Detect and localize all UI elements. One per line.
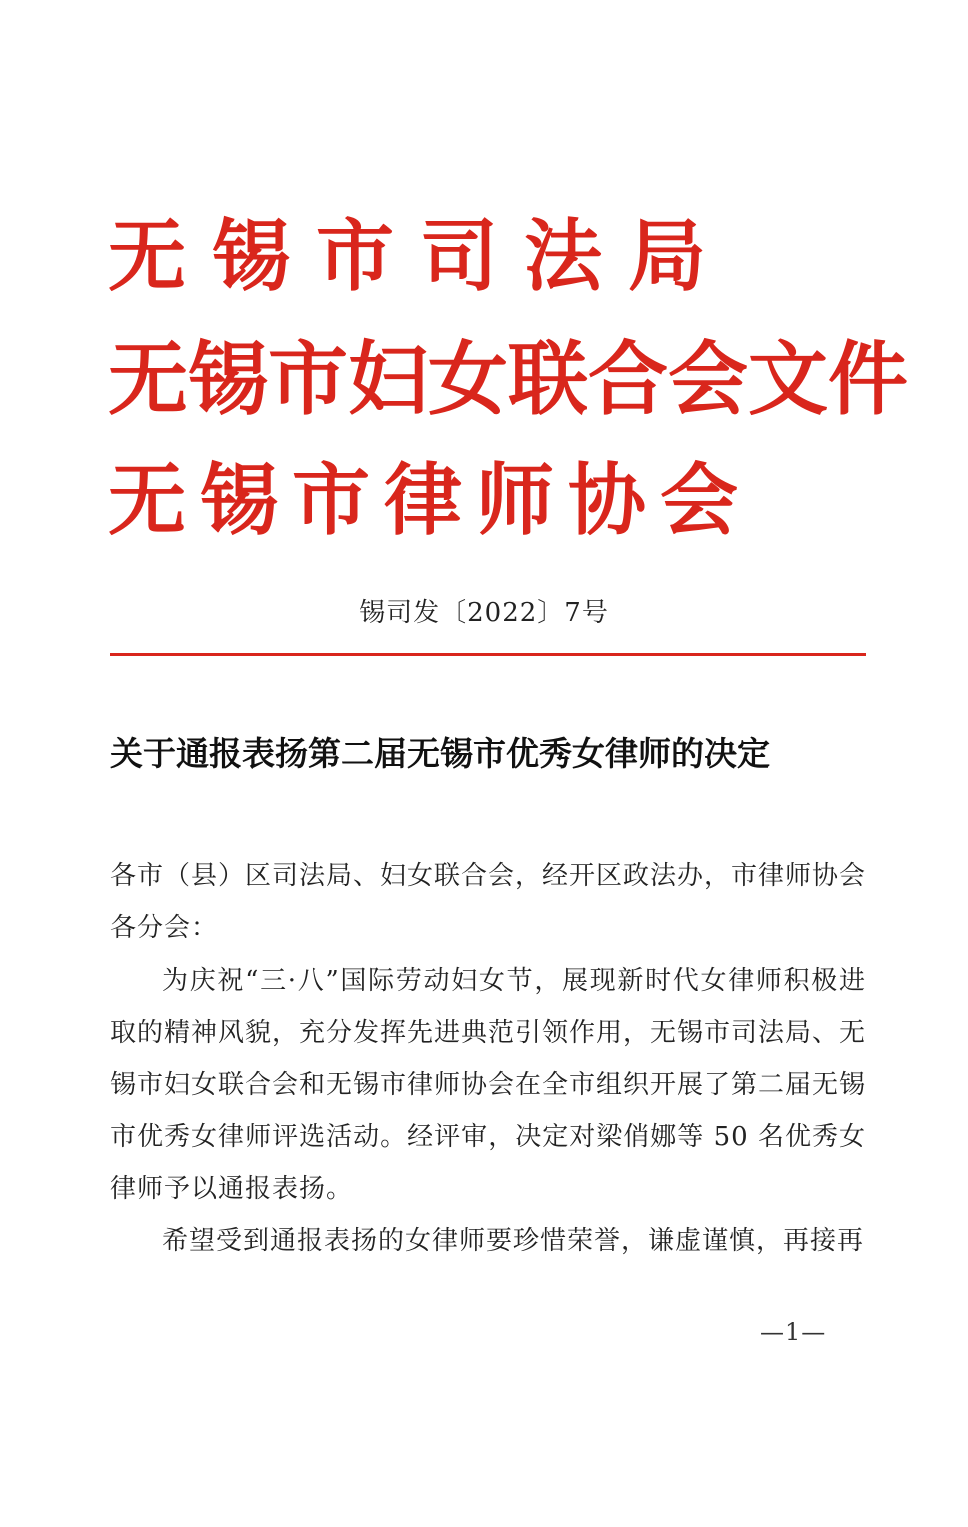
- document-number: 锡司发〔2022〕7号: [359, 598, 609, 628]
- body-paragraph-2: 希望受到通报表扬的女律师要珍惜荣誉，谦虚谨慎，再接再: [162, 1226, 865, 1256]
- addressee-paragraph: 各市（县）区司法局、妇女联合会，经开区政法办，市律师协会各分会：: [110, 861, 867, 943]
- body-paragraph-1: 为庆祝“三·八”国际劳动妇女节，展现新时代女律师积极进取的精神风貌，充分发挥先进典范引领作用，无锡市司法局、无锡市妇女联合会和无锡市律师协会在全市组织开展了第二届无锡市优秀女律师评选活动。经评审，决定对梁俏娜等 50 名优秀女律师予以通报表扬。: [110, 966, 867, 1204]
- issuer-line-lawyers-association: 无锡市律师协会: [108, 456, 753, 546]
- issuer-line-womens-federation: 无锡市妇女联合会文件: [108, 333, 908, 426]
- page-number: —1—: [760, 1318, 827, 1346]
- issuer-line-justice-bureau: 无锡市司法局: [108, 212, 733, 302]
- document-title: 关于通报表扬第二届无锡市优秀女律师的决定: [110, 734, 770, 773]
- red-separator-line: [110, 653, 866, 656]
